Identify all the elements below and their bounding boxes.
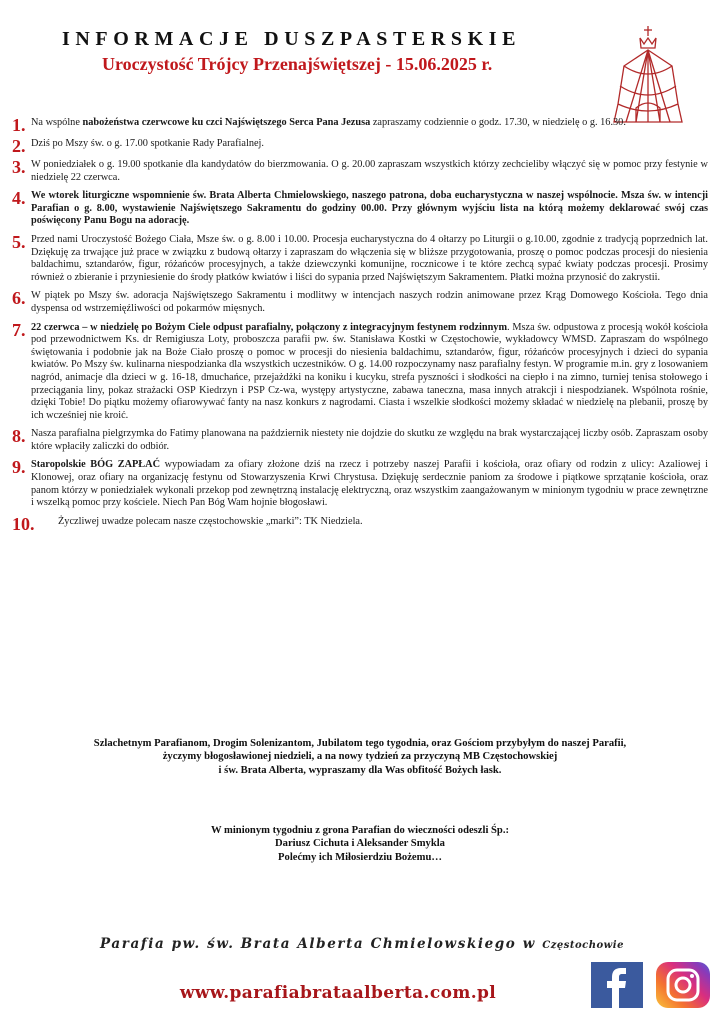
item-text: Nasza parafialna pielgrzymka do Fatimy planowana na październik niestety nie dojdzie do skutku ze względu na brak wystarczającej liczby osób. Zapraszam osoby które wpłaciły zaliczki do odbiór. <box>31 428 708 452</box>
announcement-7 <box>12 319 708 423</box>
parish-name: Parafia pw. św. Brata Alberta Chmielowskiego w Częstochowie <box>100 936 624 952</box>
item-number: 3. <box>12 157 26 177</box>
deceased-line: W minionym tygodniu z grona Parafian do wieczności odeszli Śp.: <box>210 825 510 836</box>
item-number: 2. <box>12 136 26 156</box>
item-number: 4. <box>12 188 26 209</box>
page-subtitle: Uroczystość Trójcy Przenajświętszej - 15.06.2025 r. <box>102 54 493 74</box>
greeting-line: Szlachetnym Parafianom, Drogim Solenizantom, Jubilatom tego tygodnia, oraz Gościom przybyłym do naszej Parafii, <box>93 738 627 749</box>
item-number: 6. <box>12 288 26 309</box>
item-text: Na wspólne nabożeństwa czerwcowe ku czci Najświętszego Serca Pana Jezusa zapraszamy codziennie o godz. 17.30, w niedzielę o g. 16.30. <box>31 117 626 128</box>
item-text: Życzliwej uwadze polecam nasze częstochowskie „marki”: TK Niedziela. <box>58 515 363 527</box>
announcement-3 <box>12 159 708 184</box>
item-number: 7. <box>12 319 26 340</box>
church-logo-icon <box>610 24 686 124</box>
website-link[interactable]: www.parafiabrataalberta.com.pl <box>179 983 497 1003</box>
announcement-6 <box>12 290 708 315</box>
announcements <box>12 115 708 534</box>
item-number: 5. <box>12 231 26 252</box>
item-text: Przed nami Uroczystość Bożego Ciała, Msze św. o g. 8.00 i 10.00. Procesja eucharystyczna do 4 ołtarzy po Liturgii o g.10.00, zgodnie z tradycją poprzednich lat. Dziękuję za trwające już prace w związku z budową ołtarzy i zapraszam do włączenia się w bliższe przygotowania, proszę o pomoc podczas procesji do niesienia baldachimu, sztandarów, figur, różańców procesyjnych, a także dziewczynki komunijne, rocznicowe i te które zechcą sypać kwiaty podczas procesji. Prosimy również o zbieranie i przyniesienie do środy płatków kwiatów i liści do sypania przed Najświętszym Sakramentem. Płatki można przynosić do zakrystii. <box>31 233 708 283</box>
announcement-5 <box>12 231 708 284</box>
item-text: W poniedziałek o g. 19.00 spotkanie dla kandydatów do bierzmowania. O g. 20.00 zapraszam wszystkich którzy zechcieliby włączyć się w pomoc przy festynie w niedzielę 22 czerwca. <box>31 159 708 183</box>
item-text: Dziś po Mszy św. o g. 17.00 spotkanie Rady Parafialnej. <box>31 138 264 149</box>
item-number: 9. <box>12 457 26 478</box>
greetings-block <box>12 737 708 777</box>
deceased-block <box>12 824 708 864</box>
item-text: We wtorek liturgiczne wspomnienie św. Brata Alberta Chmielowskiego, naszego patrona, doba eucharystyczna w naszej wspólnocie. Msza św. w intencji Parafian o g. 8.00, wystawienie Najświętszego Sakramentu do godziny 00.00. Przy głównym wyjściu lista na którą możemy deklarować swój czas poświęcony Panu Bogu na adorację. <box>31 190 708 227</box>
instagram-icon[interactable] <box>656 962 710 1008</box>
deceased-line: Polećmy ich Miłosierdziu Bożemu… <box>278 851 442 863</box>
header <box>0 18 724 98</box>
announcement-2 <box>12 136 708 156</box>
greeting-line: życzymy błogosławionej niedzieli, a na nowy tydzień za przyczyną MB Częstochowskiej <box>162 751 558 763</box>
page-title: INFORMACJE DUSZPASTERSKIE <box>62 28 522 50</box>
item-number: 10. <box>12 513 35 534</box>
item-number: 1. <box>12 115 26 135</box>
item-text: W piątek po Mszy św. adoracja Najświętszego Sakramentu i modlitwy w intencjach naszych rodzin animowane przez Krąg Domowego Kościoła. Tego dnia dyspensa od wstrzemięźliwości od pokarmów mięsnych. <box>31 290 708 314</box>
item-text: Staropolskie BÓG ZAPŁAĆ wypowiadam za ofiary złożone dziś na rzecz i potrzeby naszej Parafii i kościoła, oraz ofiary od rodzin z ulicy: Azaliowej i Klonowej, oraz ofiary na organizację festynu od Stowarzyszenia Krwi Chrystusa. Dziękuję serdecznie paniom za środowe i piątkowe sprzątanie kościoła, oraz panom którzy w poniedziałek wykonali przekop pod zewnętrzną instalację elektryczną, oraz wszystkim zaangażowanym w minionym tygodniu w prace zewnętrzne i wszelką pomoc przy kościele. Niech Pan Bóg Wam hojnie błogosławi. <box>31 459 708 509</box>
announcement-4 <box>12 190 708 228</box>
announcement-1 <box>12 115 708 135</box>
item-number: 8. <box>12 426 26 447</box>
facebook-icon[interactable] <box>591 962 643 1008</box>
greeting-line: i św. Brata Alberta, wypraszamy dla Was obfitość Bożych łask. <box>218 764 502 776</box>
announcement-10 <box>12 513 708 534</box>
announcement-9 <box>12 459 708 509</box>
item-text: 22 czerwca – w niedzielę po Bożym Ciele odpust parafialny, połączony z integracyjnym festynem rodzinnym. Msza św. odpustowa z procesją wokół kościoła pod przewodnictwem Ks. dr Remigiusza Loty, proboszcza parafii pw. św. Stanisława Kostki w Częstochowie, wykładowcy WMSD. Zapraszam do wspólnego świętowania i podobnie jak na Boże Ciało proszę o pomoc w procesji do niesienia baldachimu, sztandarów, figur, różańców procesyjnych i dzieci do sypania kwiatów. Po Mszy św. kulinarna niespodzianka dla wszystkich uczestników. O g. 14.00 rozpoczynamy nasz parafialny festyn. W programie m.in. gry z losowaniem nagród, animacje dla dzieci w g. 16-18, dmuchańce, przejażdżki na koniku i kucyku, strefa pyszności i słodkości na ciepło i na zimno, turniej tenisa stołowego i przeciągania liny, pokaz strażacki OSP Kiedrzyn i PSP Cz-wa, występy artystyczne, zabawa taneczna, masa innych atrakcji i niespodzianek. Wspólnota rośnie, dzięki Tobie! Do piątku możemy ofiarowywać fanty na nasz konkurs z nagrodami. Ciasta i wszelkie słodkości możemy składać w niedzielę na plebanii, proszę by ich wcześniej nie kroić. <box>31 321 708 421</box>
deceased-line: Dariusz Cichuta i Aleksander Smykla <box>275 838 445 850</box>
announcement-8 <box>12 428 708 453</box>
